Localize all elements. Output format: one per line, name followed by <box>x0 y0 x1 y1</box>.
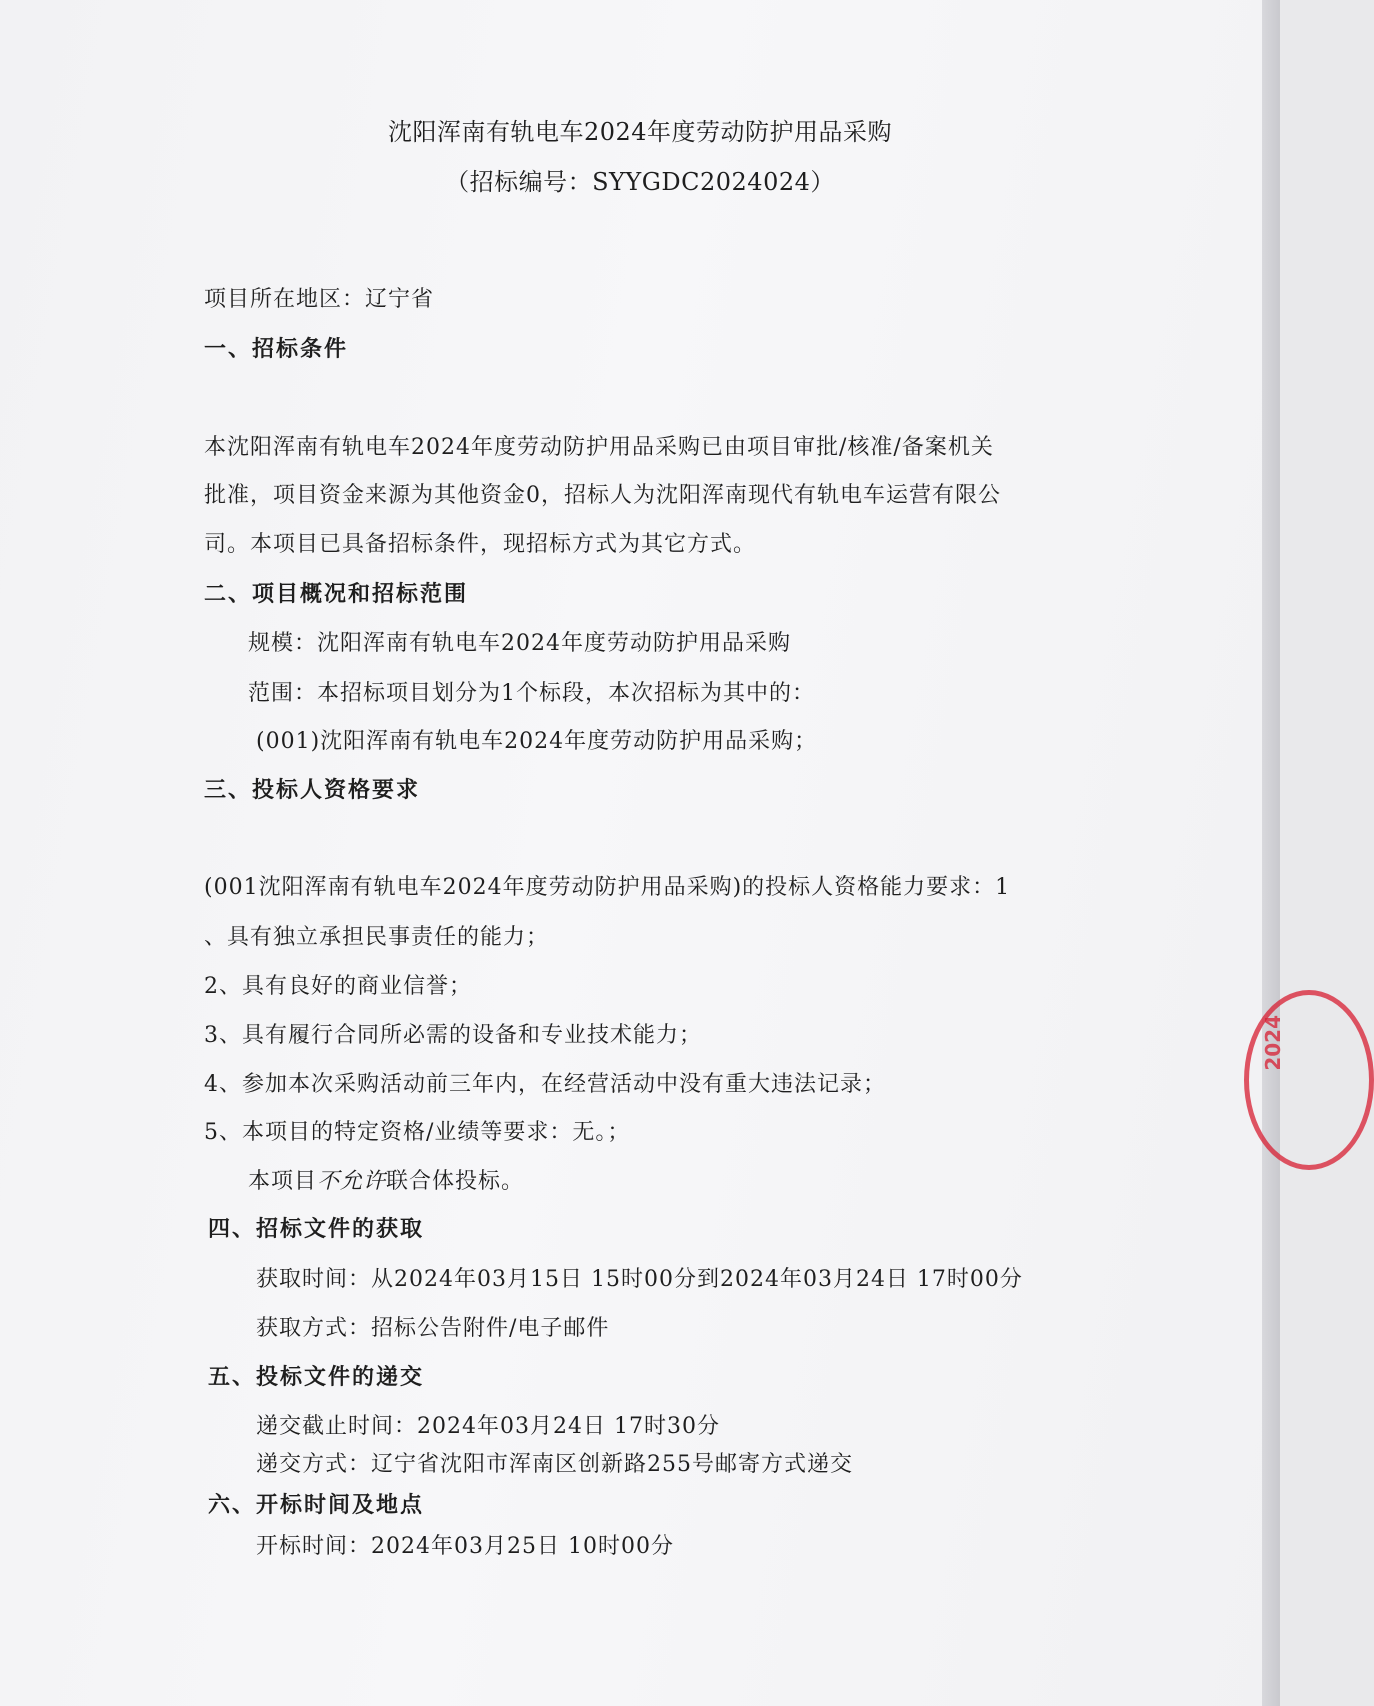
s1-para-line-2: 批准，项目资金来源为其他资金0，招标人为沈阳浑南现代有轨电车运营有限公 <box>204 483 1001 508</box>
s6-time: 开标时间：2024年03月25日 10时00分 <box>256 1534 674 1559</box>
section-heading-2: 二、项目概况和招标范围 <box>204 581 469 607</box>
s2-scope: 范围：本招标项目划分为1个标段，本次招标为其中的： <box>248 681 815 706</box>
s2-scale: 规模：沈阳浑南有轨电车2024年度劳动防护用品采购 <box>248 631 791 656</box>
bid-number: （招标编号：SYYGDC2024024） <box>445 168 835 196</box>
section-heading-1: 一、招标条件 <box>204 336 349 362</box>
s3-consortium <box>248 1164 524 1195</box>
section-heading-6: 六、开标时间及地点 <box>208 1492 425 1518</box>
s5-method: 递交方式：辽宁省沈阳市浑南区创新路255号邮寄方式递交 <box>256 1452 853 1477</box>
s3-req-4: 4、参加本次采购活动前三年内，在经营活动中没有重大违法记录； <box>204 1072 886 1097</box>
consortium-pre: 本项目 <box>248 1169 318 1194</box>
consortium-post: 联合体投标。 <box>386 1169 525 1194</box>
s1-para-line-3: 司。本项目已具备招标条件，现招标方式为其它方式。 <box>204 532 757 557</box>
s1-para-line-1: 本沈阳浑南有轨电车2024年度劳动防护用品采购已由项目审批/核准/备案机关 <box>204 435 994 460</box>
s4-method: 获取方式：招标公告附件/电子邮件 <box>256 1316 610 1341</box>
consortium-emphasis: 不允许 <box>317 1169 387 1194</box>
s3-req-intro: (001沈阳浑南有轨电车2024年度劳动防护用品采购)的投标人资格能力要求：1 <box>204 875 1011 900</box>
red-seal-stamp <box>1244 990 1374 1170</box>
s3-req-3: 3、具有履行合同所必需的设备和专业技术能力； <box>204 1023 702 1048</box>
document-title: 沈阳浑南有轨电车2024年度劳动防护用品采购 <box>387 118 893 146</box>
s3-req-2: 2、具有良好的商业信誉； <box>204 974 472 999</box>
s2-lot: (001)沈阳浑南有轨电车2024年度劳动防护用品采购； <box>256 729 818 754</box>
paper-edge <box>1262 0 1280 1706</box>
section-heading-5: 五、投标文件的递交 <box>208 1364 425 1390</box>
s4-time: 获取时间：从2024年03月15日 15时00分到2024年03月24日 17时00分 <box>256 1267 1023 1292</box>
stamp-text: 2024 <box>1261 1015 1285 1071</box>
section-heading-3: 三、投标人资格要求 <box>204 777 421 803</box>
s3-req-1: 、具有独立承担民事责任的能力； <box>204 925 550 950</box>
section-heading-4: 四、招标文件的获取 <box>208 1216 425 1242</box>
s3-req-5: 5、本项目的特定资格/业绩等要求：无。； <box>204 1120 631 1145</box>
region-line: 项目所在地区：辽宁省 <box>204 287 435 312</box>
s5-deadline: 递交截止时间：2024年03月24日 17时30分 <box>256 1414 720 1439</box>
